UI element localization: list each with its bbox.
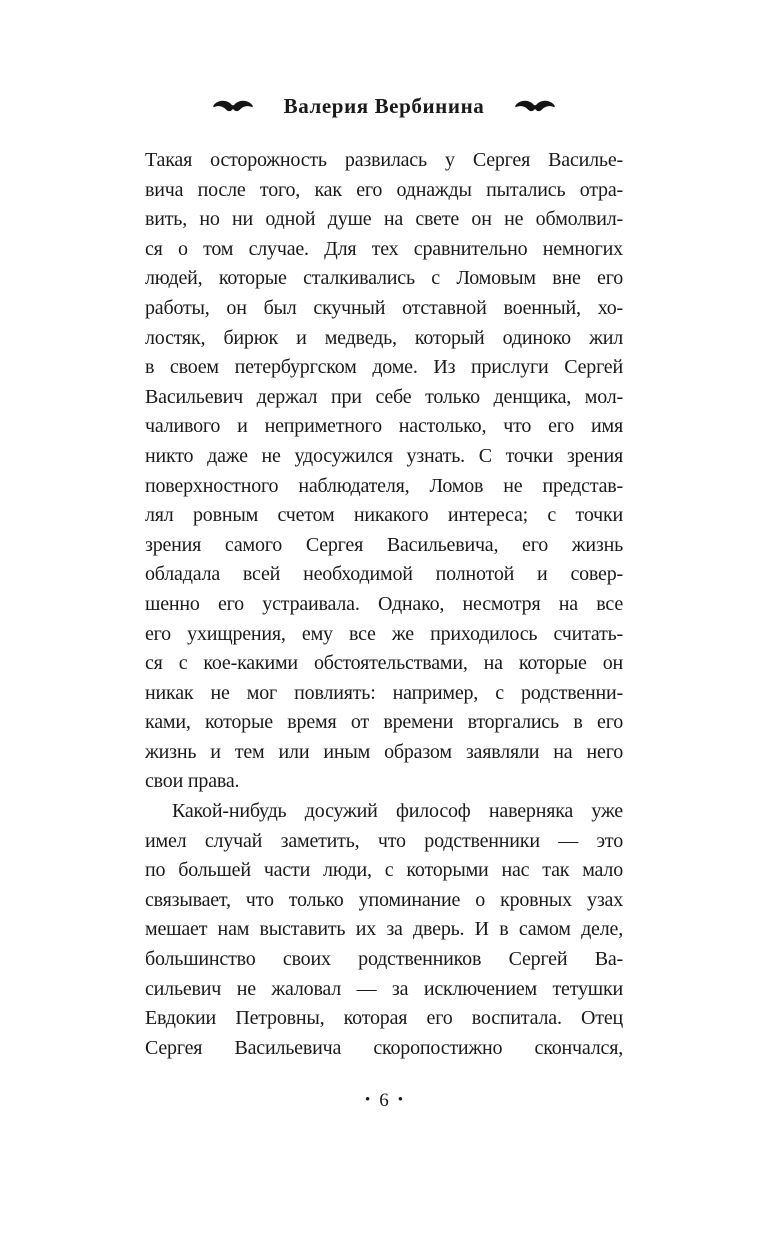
page-number-bullet-left: •: [364, 1091, 371, 1108]
page-number-bullet-right: •: [397, 1091, 404, 1108]
text-line: людей, которые сталкивались с Ломовым вне его: [145, 267, 623, 290]
text-line: ся о том случае. Для тех сравнительно немногих: [145, 237, 623, 260]
text-line: по большей части люди, с которыми нас так мало: [145, 859, 623, 882]
text-line: Сергея Васильевича скоропостижно скончался,: [145, 1036, 623, 1059]
text-line: лял ровным счетом никакого интереса; с точки: [145, 504, 623, 527]
text-line: Какой-нибудь досужий философ наверняка уже: [172, 800, 623, 823]
flourish-ornament-left-icon: [212, 100, 254, 114]
page-body: [145, 146, 623, 1063]
text-line: шенно его устраивала. Однако, несмотря на все: [145, 592, 623, 615]
text-line: жизнь и тем или иным образом заявляли на него: [145, 740, 623, 763]
text-line: имел случай заметить, что родственники — это: [145, 829, 623, 852]
text-line: чаливого и неприметного настолько, что его имя: [145, 415, 623, 438]
text-line: Такая осторожность развилась у Сергея Василье-: [145, 149, 623, 171]
text-line: сильевич не жаловал — за исключением тетушки: [145, 977, 623, 1000]
text-line: никак не мог повлиять: например, с родственни-: [145, 681, 623, 704]
flourish-ornament-right-icon: [514, 100, 556, 114]
text-line: его ухищрения, ему все же приходилось считать-: [145, 622, 623, 645]
text-line: ся с кое-какими обстоятельствами, на которые он: [145, 652, 623, 675]
text-line: зрения самого Сергея Васильевича, его жизнь: [145, 533, 623, 556]
text-line: Васильевич держал при себе только денщика, мол-: [145, 385, 623, 408]
text-line: ками, которые время от времени вторгались в его: [145, 711, 623, 734]
author-name: Валерия Вербинина: [283, 94, 485, 118]
text-line: лостяк, бирюк и медведь, который одиноко жил: [145, 326, 623, 349]
text-line: в своем петербургском доме. Из прислуги Сергей: [145, 356, 623, 379]
page-number: 6: [379, 1090, 389, 1111]
paragraph: [145, 797, 623, 1063]
text-line: обладала всей необходимой полнотой и совер-: [145, 563, 623, 586]
paragraph: [145, 146, 623, 797]
page-header: [0, 94, 768, 119]
text-line: работы, он был скучный отставной военный, хо-: [145, 296, 623, 319]
text-line: свои права.: [145, 770, 240, 793]
text-line: вича после того, как его однажды пытались отра-: [145, 178, 623, 201]
page-footer: [0, 1090, 768, 1112]
text-line: связывает, что только упоминание о кровных узах: [145, 888, 623, 911]
text-line: поверхностного наблюдателя, Ломов не представ-: [145, 474, 623, 497]
text-line: большинство своих родственников Сергей Ва-: [145, 948, 623, 971]
text-line: никто даже не удосужился узнать. С точки зрения: [145, 444, 623, 467]
text-line: вить, но ни одной душе на свете он не обмолвил-: [145, 208, 623, 231]
text-line: мешает нам выставить их за дверь. И в самом деле,: [145, 918, 623, 941]
text-line: Евдокии Петровны, которая его воспитала. Отец: [145, 1007, 623, 1030]
